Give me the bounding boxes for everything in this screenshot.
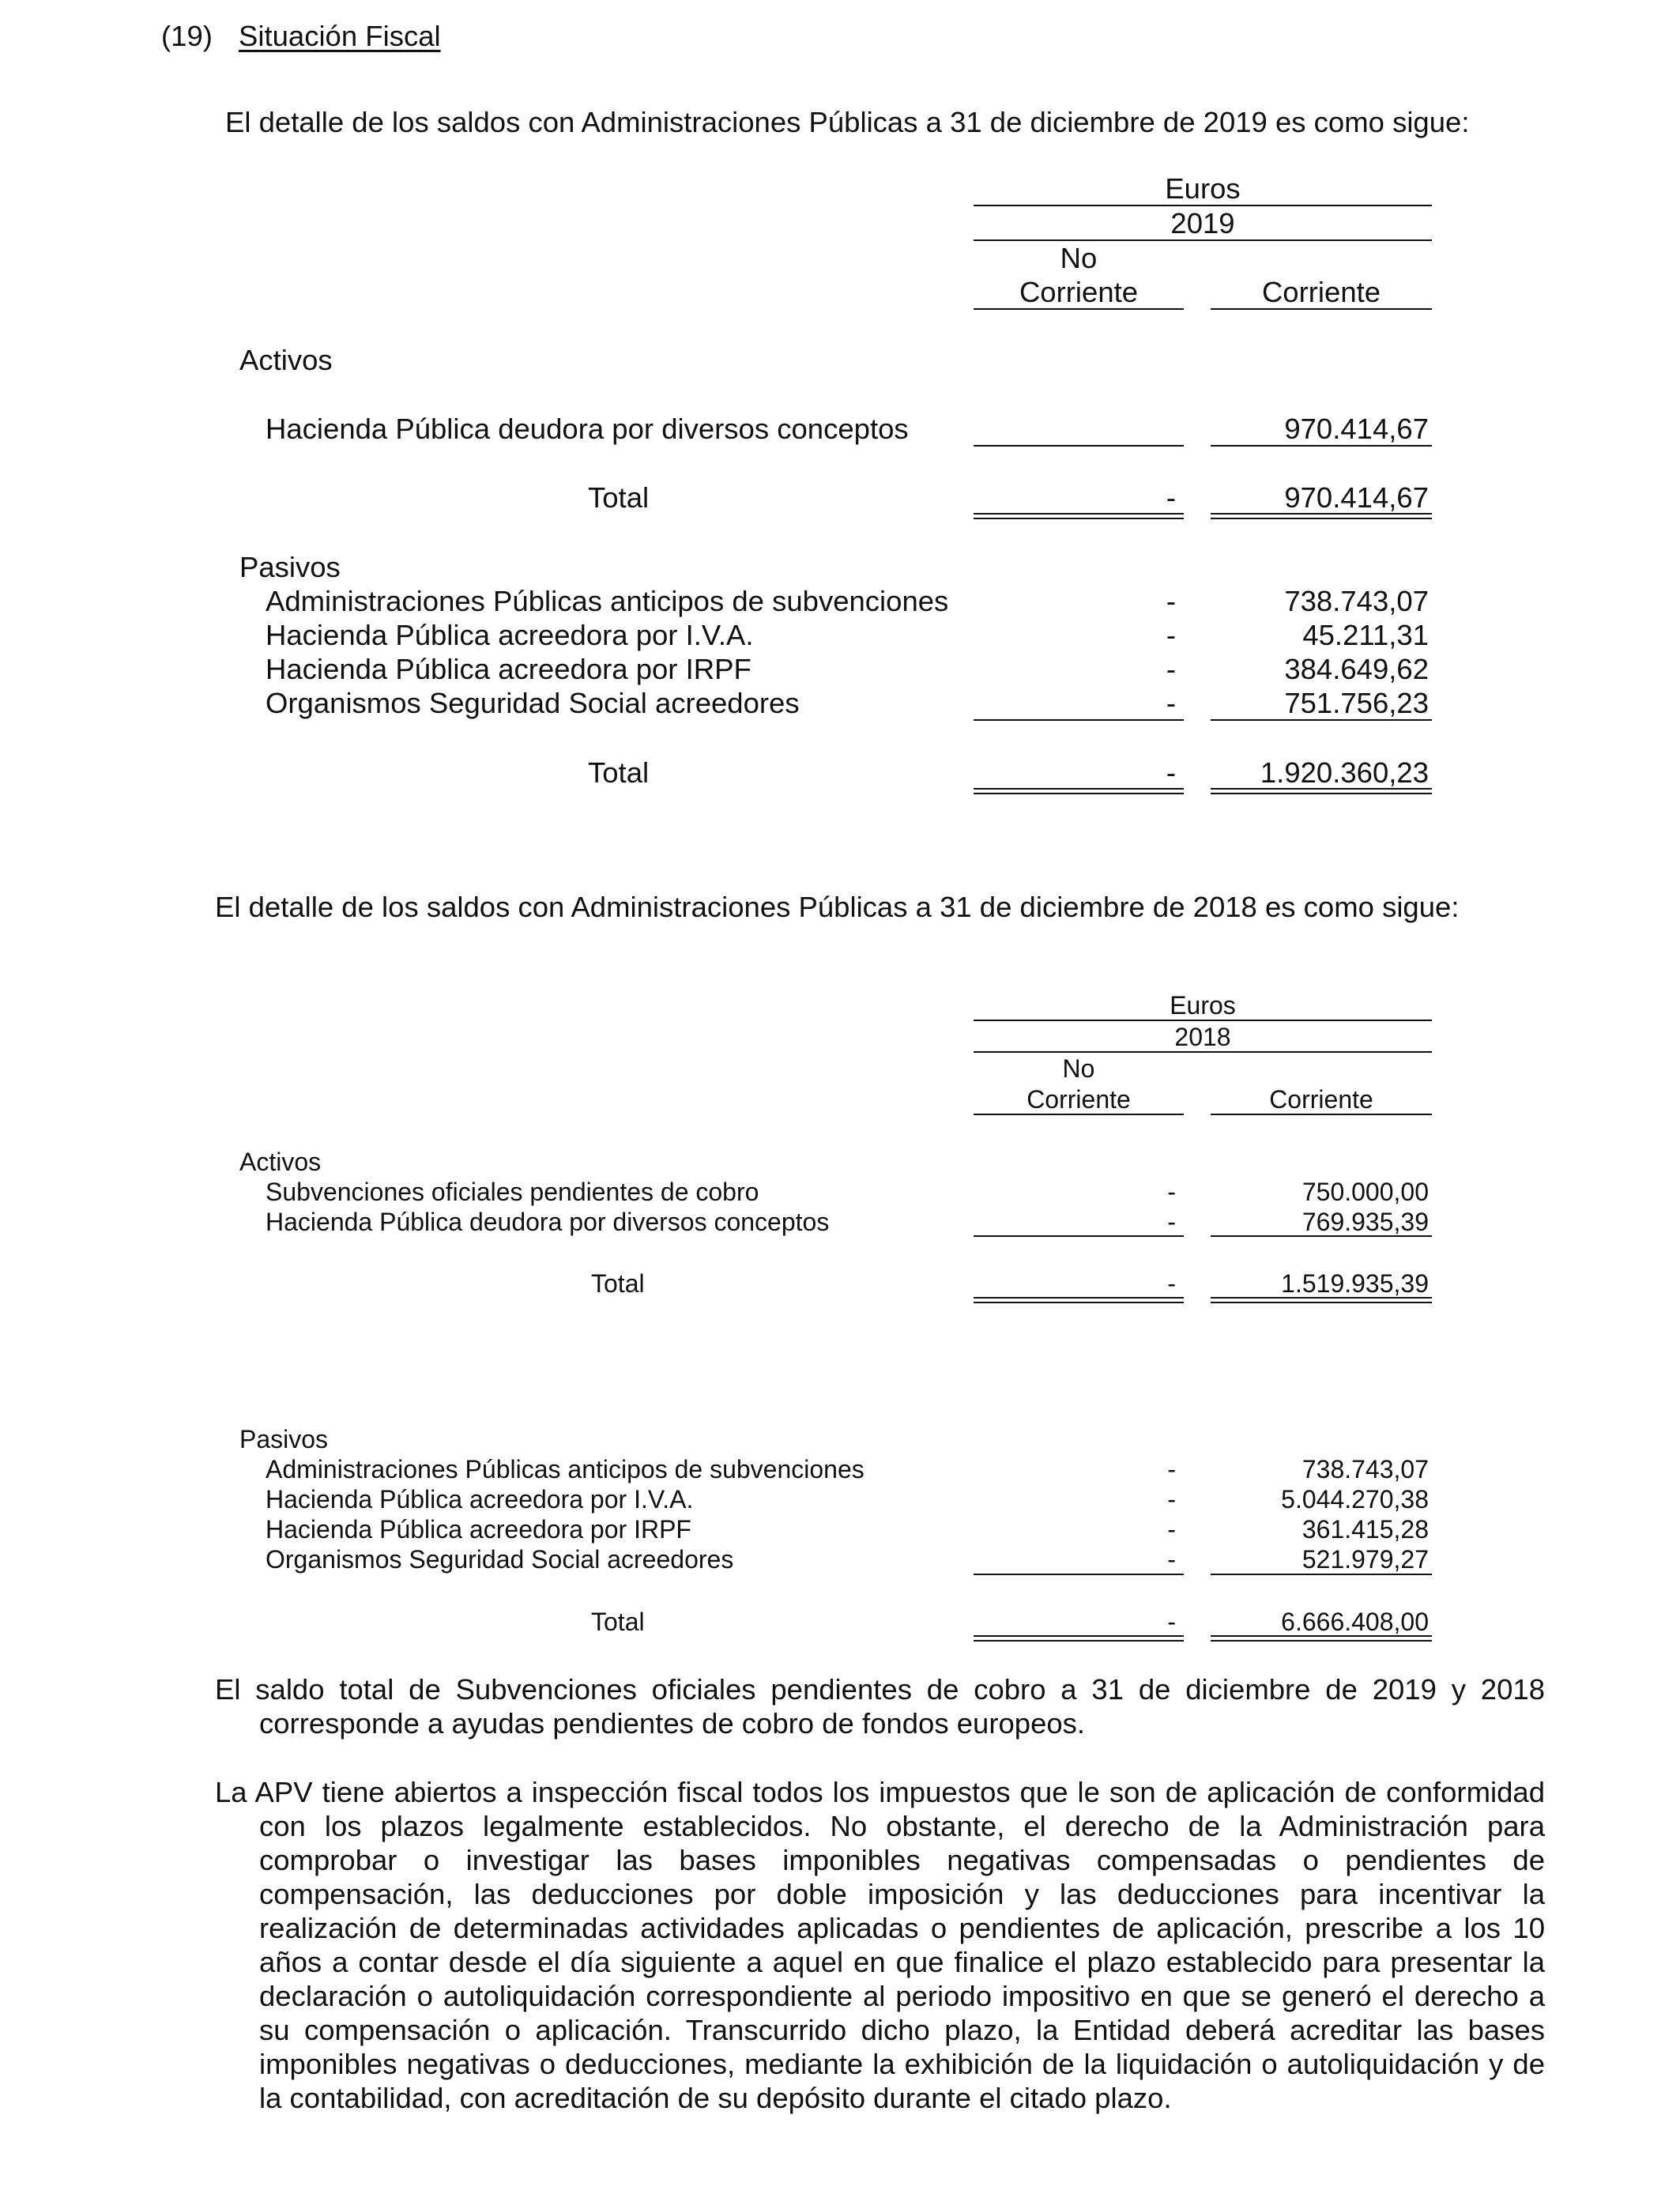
table-2018-activos-row-corriente: 750.000,00	[1301, 1178, 1429, 1206]
table-2018-activos-label: Activos	[239, 1148, 322, 1176]
table-2019-activos-row-label: Hacienda Pública deudora por diversos conceptos	[266, 413, 909, 445]
table-2018-pasivos-row-corriente: 361.415,28	[1301, 1515, 1429, 1544]
table-2018-activos-total-label: Total	[591, 1269, 645, 1298]
table-2018-pasivos-row-corriente: 5.044.270,38	[1281, 1485, 1429, 1514]
table-2019-pasivos-row-no-corriente: -	[1166, 653, 1176, 685]
table-2019-pasivos-label: Pasivos	[239, 551, 341, 583]
table-2019-pasivos-total-label: Total	[588, 756, 650, 789]
table-2019-activos-total-rule-no	[974, 513, 1184, 519]
table-2019-header-rule	[974, 205, 1432, 206]
table-2018-col-corriente-rule	[1211, 1114, 1432, 1115]
table-2018-header-unit: Euros	[1170, 991, 1236, 1020]
table-2018-pasivos-total-rule-corr	[1211, 1635, 1432, 1642]
table-2018-col-no-line1: No	[1062, 1054, 1095, 1083]
table-2018-pasivos-row-corriente: 738.743,07	[1301, 1455, 1429, 1483]
section-title: Situación Fiscal	[239, 20, 441, 52]
table-2019-pasivos-row-label: Hacienda Pública acreedora por IRPF	[266, 653, 751, 685]
table-2019-pasivos-row-corriente: 384.649,62	[1284, 653, 1429, 685]
paragraph-inspeccion-fiscal: La APV tiene abiertos a inspección fiscal todos los impuestos que le son de aplicación de conformidad con los plazos legalmente establecidos. No obstante, el derecho de la Administración para comprobar o investigar las bases imponibles negativas compensadas o pendientes de compensación, las deducciones por doble imposición y las deducciones para incentivar la realización de determinadas actividades aplicadas o pendientes de aplicación, prescribe a los 10 años a contar desde el día siguiente a aquel en que finalice el plazo establecido para presentar la declaración o autoliquidación correspondiente al periodo impositivo en que se generó el derecho a su compensación o aplicación. Transcurrido dicho plazo, la Entidad deberá acreditar las bases imponibles negativas o deducciones, mediante la exhibición de la liquidación o autoliquidación y de la contabilidad, con acreditación de su depósito durante el citado plazo.	[215, 1776, 1545, 2114]
table-2019-year-rule	[974, 239, 1432, 241]
table-2018-pasivos-row-label: Organismos Seguridad Social acreedores	[266, 1545, 734, 1574]
table-2018-pasivos-row-label: Hacienda Pública acreedora por IRPF	[266, 1515, 691, 1544]
table-2018-activos-total-no-corriente: -	[1167, 1269, 1176, 1298]
table-2018-col-no-line2: Corriente	[1026, 1085, 1131, 1114]
table-2018-activos-rule-no	[974, 1235, 1184, 1237]
table-2019-header-unit: Euros	[1165, 172, 1241, 205]
table-2019-activos-total-label: Total	[588, 481, 650, 514]
table-2018-activos-total-rule-no	[974, 1297, 1184, 1303]
table-2019-col-no-line1: No	[1060, 242, 1098, 274]
table-2018-pasivos-row-no-corriente: -	[1167, 1545, 1176, 1574]
table-2019-pasivos-rule-corr	[1211, 719, 1432, 721]
table-2019-activos-row-corriente: 970.414,67	[1284, 413, 1429, 445]
table-2019-col-no-line2: Corriente	[1019, 276, 1139, 308]
table-2018-activos-row-label: Hacienda Pública deudora por diversos conceptos	[266, 1208, 830, 1236]
table-2018-activos-total-corriente: 1.519.935,39	[1281, 1269, 1429, 1298]
table-2019-header-year: 2019	[1170, 207, 1235, 239]
table-2019-activos-total-rule-corr	[1211, 513, 1432, 519]
table-2018-activos-row-no-corriente: -	[1167, 1178, 1176, 1206]
table-2018-pasivos-row-label: Administraciones Públicas anticipos de subvenciones	[266, 1455, 864, 1483]
table-2019-col-corriente: Corriente	[1261, 276, 1381, 308]
table-2019-pasivos-total-corriente: 1.920.360,23	[1260, 756, 1429, 789]
table-2018-pasivos-total-label: Total	[591, 1608, 645, 1636]
table-2019-activos-rule-no	[974, 445, 1184, 447]
table-2019-pasivos-row-corriente: 738.743,07	[1284, 585, 1429, 617]
table-2018-col-corriente: Corriente	[1269, 1085, 1373, 1114]
table-2018-pasivos-total-rule-no	[974, 1635, 1184, 1642]
table-2019-col-corriente-rule	[1211, 308, 1432, 310]
table-2019-pasivos-row-label: Administraciones Públicas anticipos de subvenciones	[266, 585, 949, 617]
table-2018-pasivos-row-no-corriente: -	[1167, 1515, 1176, 1544]
table-2018-activos-row-label: Subvenciones oficiales pendientes de cobro	[266, 1178, 759, 1206]
table-2018-pasivos-row-label: Hacienda Pública acreedora por I.V.A.	[266, 1485, 694, 1514]
table-2018-pasivos-rule-no	[974, 1574, 1184, 1575]
table-2018-activos-rule-corr	[1211, 1235, 1432, 1237]
table-2018-pasivos-label: Pasivos	[239, 1425, 329, 1453]
table-2018-intro: El detalle de los saldos con Administraciones Públicas a 31 de diciembre de 2018 es como sigue:	[215, 891, 1460, 923]
table-2018-header-rule	[974, 1020, 1432, 1021]
table-2019-intro: El detalle de los saldos con Administraciones Públicas a 31 de diciembre de 2019 es como sigue:	[225, 106, 1470, 138]
table-2019-activos-total-no-corriente: -	[1166, 481, 1176, 514]
table-2018-year-rule	[974, 1051, 1432, 1053]
table-2019-activos-rule-corr	[1211, 445, 1432, 447]
table-2018-pasivos-total-no-corriente: -	[1167, 1608, 1176, 1636]
table-2018-pasivos-rule-corr	[1211, 1574, 1432, 1575]
table-2019-activos-label: Activos	[239, 344, 333, 376]
table-2019-pasivos-row-no-corriente: -	[1166, 585, 1176, 617]
table-2018-col-no-rule	[974, 1114, 1184, 1115]
table-2019-pasivos-row-label: Organismos Seguridad Social acreedores	[266, 687, 800, 719]
table-2019-pasivos-row-corriente: 751.756,23	[1284, 687, 1429, 719]
table-2019-col-no-rule	[974, 308, 1184, 310]
table-2018-activos-row-no-corriente: -	[1167, 1208, 1176, 1236]
table-2018-pasivos-total-corriente: 6.666.408,00	[1281, 1608, 1429, 1636]
table-2019-pasivos-total-rule-corr	[1211, 788, 1432, 794]
section-number: (19)	[161, 20, 213, 52]
table-2019-pasivos-row-label: Hacienda Pública acreedora por I.V.A.	[266, 619, 754, 651]
table-2018-pasivos-row-no-corriente: -	[1167, 1485, 1176, 1514]
table-2018-activos-total-rule-corr	[1211, 1297, 1432, 1303]
paragraph-subvenciones: El saldo total de Subvenciones oficiales pendientes de cobro a 31 de diciembre de 2019 y 2018 corresponde a ayudas pendientes de cobro de fondos europeos.	[215, 1673, 1545, 1740]
table-2019-pasivos-total-rule-no	[974, 788, 1184, 794]
table-2018-pasivos-row-no-corriente: -	[1167, 1455, 1176, 1483]
table-2019-pasivos-row-corriente: 45.211,31	[1302, 619, 1429, 651]
table-2019-activos-total-corriente: 970.414,67	[1284, 481, 1429, 514]
table-2018-activos-row-corriente: 769.935,39	[1301, 1208, 1429, 1236]
table-2019-pasivos-rule-no	[974, 719, 1184, 721]
table-2018-header-year: 2018	[1174, 1023, 1231, 1051]
table-2018-pasivos-row-corriente: 521.979,27	[1301, 1545, 1429, 1574]
table-2019-pasivos-row-no-corriente: -	[1166, 619, 1176, 651]
table-2019-pasivos-row-no-corriente: -	[1166, 687, 1176, 719]
table-2019-pasivos-total-no-corriente: -	[1166, 756, 1176, 789]
